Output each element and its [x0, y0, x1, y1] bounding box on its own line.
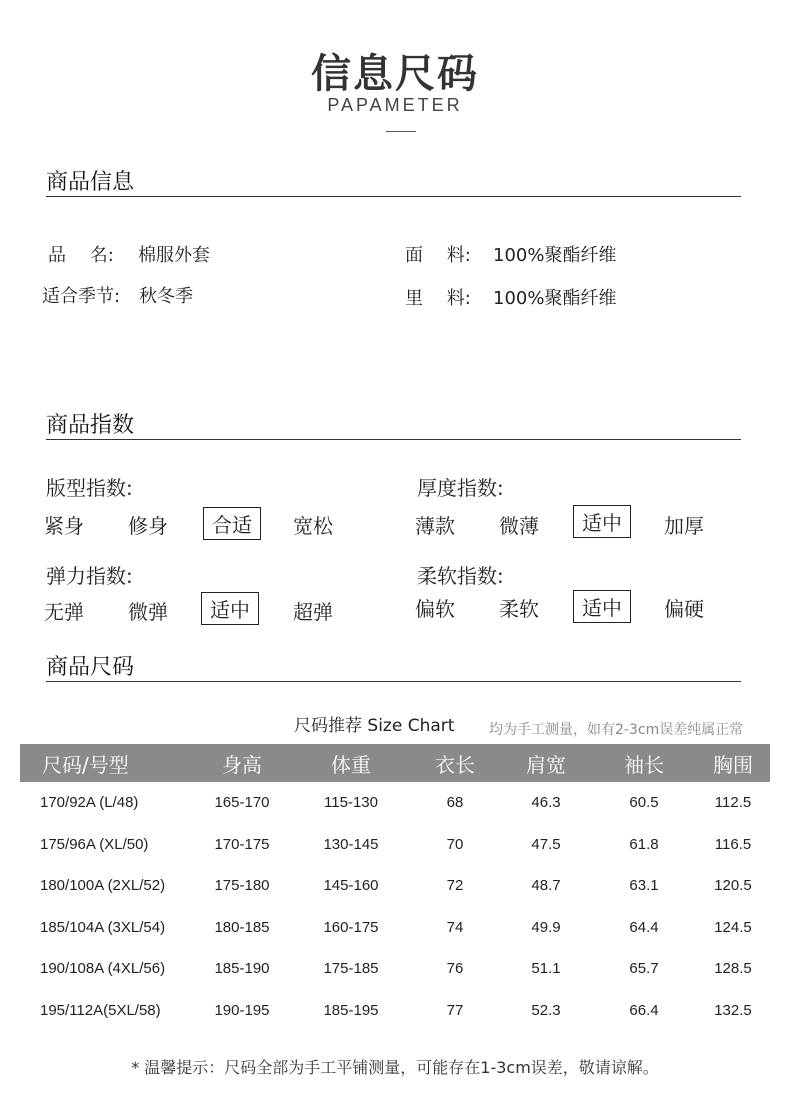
thickness-index-label: 厚度指数: [417, 476, 504, 500]
table-cell: 145-160 [323, 877, 379, 895]
table-cell: 120.5 [714, 877, 752, 895]
table-cell: 132.5 [714, 1001, 752, 1019]
section-heading-size: 商品尺码 [46, 655, 135, 680]
table-cell: 175-185 [323, 960, 379, 978]
table-cell: 165-170 [214, 794, 270, 812]
table-cell: 112.5 [714, 794, 752, 812]
table-cell: 68 [446, 794, 464, 812]
softness-option: 柔软 [499, 597, 539, 621]
table-cell: 51.1 [531, 960, 561, 978]
elasticity-index-label: 弹力指数: [46, 564, 133, 588]
size-chart-title: 尺码推荐 Size Chart [294, 716, 455, 736]
fit-option: 宽松 [293, 514, 333, 538]
table-cell: 47.5 [531, 835, 561, 853]
table-cell: 124.5 [714, 918, 752, 936]
lining-value: 100%聚酯纤维 [493, 288, 617, 309]
lining-label: 里 料: [405, 288, 471, 309]
table-row [20, 990, 770, 1032]
table-cell: 61.8 [629, 835, 659, 853]
table-cell: 175/96A (XL/50) [40, 835, 149, 853]
section-heading-product-index: 商品指数 [46, 413, 135, 438]
table-cell: 130-145 [323, 835, 379, 853]
section-divider [46, 196, 741, 197]
table-cell: 70 [446, 835, 464, 853]
column-header: 体重 [292, 744, 410, 782]
elasticity-option: 超弹 [293, 600, 333, 624]
table-cell: 64.4 [629, 918, 659, 936]
table-cell: 65.7 [629, 960, 659, 978]
fit-option: 紧身 [44, 514, 84, 538]
title-divider [386, 131, 416, 132]
table-cell: 48.7 [531, 877, 561, 895]
table-cell: 128.5 [714, 960, 752, 978]
table-cell: 116.5 [714, 835, 752, 853]
softness-option: 偏软 [415, 597, 455, 621]
table-cell: 72 [446, 877, 464, 895]
table-cell: 190-195 [214, 1001, 270, 1019]
thickness-option: 薄款 [415, 514, 455, 538]
section-divider [46, 681, 741, 682]
page-title: 信息尺码 [311, 51, 479, 97]
softness-option-selected: 适中 [573, 590, 631, 623]
table-cell: 52.3 [531, 1001, 561, 1019]
column-header: 肩宽 [500, 744, 592, 782]
table-row [20, 948, 770, 990]
footnote: * 温馨提示：尺码全部为手工平铺测量，可能存在1-3cm误差，敬请谅解。 [131, 1058, 659, 1077]
table-cell: 185-190 [214, 960, 270, 978]
table-row [20, 824, 770, 866]
table-cell: 170-175 [214, 835, 270, 853]
table-cell: 66.4 [629, 1001, 659, 1019]
table-cell: 77 [446, 1001, 464, 1019]
column-header: 尺码/号型 [20, 744, 192, 782]
table-cell: 46.3 [531, 794, 561, 812]
thickness-option: 微薄 [499, 514, 539, 538]
product-name-label: 品 名: [48, 245, 114, 266]
table-cell: 195/112A(5XL/58) [40, 1001, 161, 1019]
table-row [20, 865, 770, 907]
table-cell: 63.1 [629, 877, 659, 895]
table-cell: 190/108A (4XL/56) [40, 960, 166, 978]
fit-option: 修身 [128, 514, 168, 538]
table-row [20, 782, 770, 824]
column-header: 衣长 [410, 744, 500, 782]
thickness-option: 加厚 [664, 514, 704, 538]
column-header: 袖长 [592, 744, 696, 782]
product-name-value: 棉服外套 [138, 245, 210, 266]
table-cell: 185/104A (3XL/54) [40, 918, 166, 936]
table-cell: 170/92A (L/48) [40, 794, 139, 812]
fabric-label: 面 料: [405, 245, 471, 266]
table-cell: 76 [446, 960, 464, 978]
elasticity-option: 微弹 [128, 600, 168, 624]
elasticity-option: 无弹 [44, 600, 84, 624]
thickness-option-selected: 适中 [573, 505, 631, 538]
table-cell: 175-180 [214, 877, 270, 895]
column-header: 胸围 [696, 744, 770, 782]
table-row [20, 907, 770, 949]
table-cell: 60.5 [629, 794, 659, 812]
softness-option: 偏硬 [664, 597, 704, 621]
table-header-row [20, 744, 770, 782]
table-cell: 115-130 [324, 794, 378, 812]
table-cell: 49.9 [531, 918, 561, 936]
elasticity-option-selected: 适中 [201, 592, 259, 625]
table-cell: 180-185 [214, 918, 270, 936]
column-header: 身高 [192, 744, 292, 782]
table-cell: 180/100A (2XL/52) [40, 877, 166, 895]
fit-index-label: 版型指数: [46, 476, 133, 500]
table-cell: 74 [446, 918, 464, 936]
section-heading-product-info: 商品信息 [46, 170, 135, 195]
page-subtitle: PAPAMETER [327, 95, 463, 115]
season-value: 秋冬季 [139, 286, 193, 307]
measurement-note: 均为手工测量，如有2-3cm误差纯属正常 [489, 722, 744, 738]
section-divider [46, 439, 741, 440]
table-cell: 185-195 [323, 1001, 379, 1019]
season-label: 适合季节: [42, 286, 121, 307]
softness-index-label: 柔软指数: [417, 564, 504, 588]
size-table [20, 744, 770, 1031]
fabric-value: 100%聚酯纤维 [493, 245, 617, 266]
table-cell: 160-175 [323, 918, 379, 936]
fit-option-selected: 合适 [203, 507, 261, 540]
